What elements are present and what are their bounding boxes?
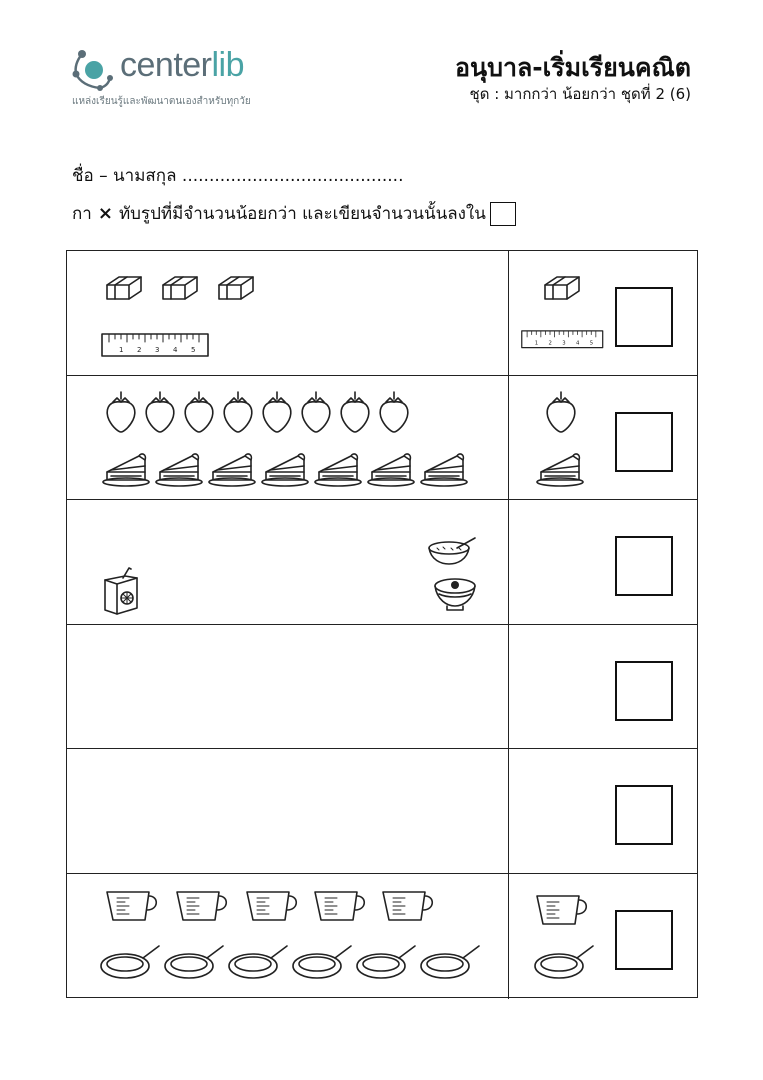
strawberry-icon [259,390,295,434]
frying-pan-icon [291,940,355,982]
cake-slice-icon [366,450,416,488]
strawberry-icon [103,390,139,434]
exercise-row [67,376,697,501]
instruction [72,200,516,227]
cake-slice-icon [260,450,310,488]
cake-slice-icon [154,450,204,488]
svg-text:4: 4 [575,340,580,347]
cake-slice-icon [101,450,151,488]
svg-text:5: 5 [589,340,594,347]
eraser-icon [159,271,201,305]
picture-cell [67,500,509,624]
strawberry-icon [220,390,256,434]
answer-cell [509,749,697,873]
eraser-icon [541,271,583,305]
bowl-icon [427,536,479,568]
picture-cell [67,251,509,375]
molecule-logo-icon [70,44,118,92]
measuring-cup-icon [535,892,591,928]
juice-box-icon [101,566,141,616]
measuring-cup-icon [105,888,161,924]
answer-box[interactable] [615,412,673,472]
frying-pan-icon [227,940,291,982]
instruction-text: ทับรูปที่มีจำนวนน้อยกว่า และเขียนจำนวนนั้นลงใน [118,204,486,224]
strawberry-icon [181,390,217,434]
brand-wordmark [120,46,244,85]
picture-cell [67,376,509,500]
svg-text:2: 2 [137,346,142,354]
frying-pan-icon [533,940,597,982]
measuring-cup-icon [245,888,301,924]
picture-cell [67,625,509,749]
answer-box[interactable] [615,536,673,596]
answer-box-icon [490,202,516,226]
strawberry-icon [142,390,178,434]
measuring-cup-icon [381,888,437,924]
answer-cell [509,376,697,500]
answer-cell [509,625,697,749]
brand-tagline: แหล่งเรียนรู้และพัฒนาตนเองสำหรับทุกวัย [72,96,251,107]
answer-cell [509,500,697,624]
exercise-row [67,625,697,750]
answer-box[interactable] [615,287,673,347]
brand-logo [70,42,300,112]
ruler-icon [521,329,605,351]
cross-mark-icon: × [97,203,113,224]
svg-text:1: 1 [119,346,124,354]
svg-text:3: 3 [562,340,566,347]
cake-slice-icon [419,450,469,488]
exercise-table [66,250,698,998]
frying-pan-icon [355,940,419,982]
strawberry-icon [376,390,412,434]
exercise-row [67,500,697,625]
measuring-cup-icon [313,888,369,924]
picture-cell [67,749,509,873]
measuring-cup-icon [175,888,231,924]
svg-text:4: 4 [173,346,178,354]
name-field-label: ชื่อ – นามสกุล ......................................... [72,166,404,186]
svg-text:2: 2 [548,340,552,347]
svg-text:3: 3 [155,346,160,354]
eraser-icon [103,271,145,305]
answer-cell [509,251,697,375]
strawberry-icon [543,390,579,434]
frying-pan-icon [99,940,163,982]
cake-slice-icon [313,450,363,488]
svg-text:5: 5 [191,346,196,354]
exercise-row [67,251,697,376]
page-subtitle: ชุด : มากกว่า น้อยกว่า ชุดที่ 2 (6) [469,85,691,103]
eraser-icon [215,271,257,305]
cake-slice-icon [535,450,585,488]
answer-cell [509,874,697,999]
instruction-prefix: กา [72,204,92,224]
exercise-row [67,749,697,874]
frying-pan-icon [419,940,483,982]
brand-name-part1: center [120,46,212,84]
brand-name-part2: lib [211,46,245,84]
answer-box[interactable] [615,785,673,845]
page-title: อนุบาล-เริ่มเรียนคณิต [454,53,691,82]
exercise-row [67,874,697,999]
strawberry-icon [298,390,334,434]
frying-pan-icon [163,940,227,982]
svg-text:1: 1 [534,340,539,347]
ruler-icon [101,333,211,359]
strawberry-icon [337,390,373,434]
cake-slice-icon [207,450,257,488]
bowl-icon [431,574,479,614]
answer-box[interactable] [615,661,673,721]
answer-box[interactable] [615,910,673,970]
picture-cell [67,874,509,999]
